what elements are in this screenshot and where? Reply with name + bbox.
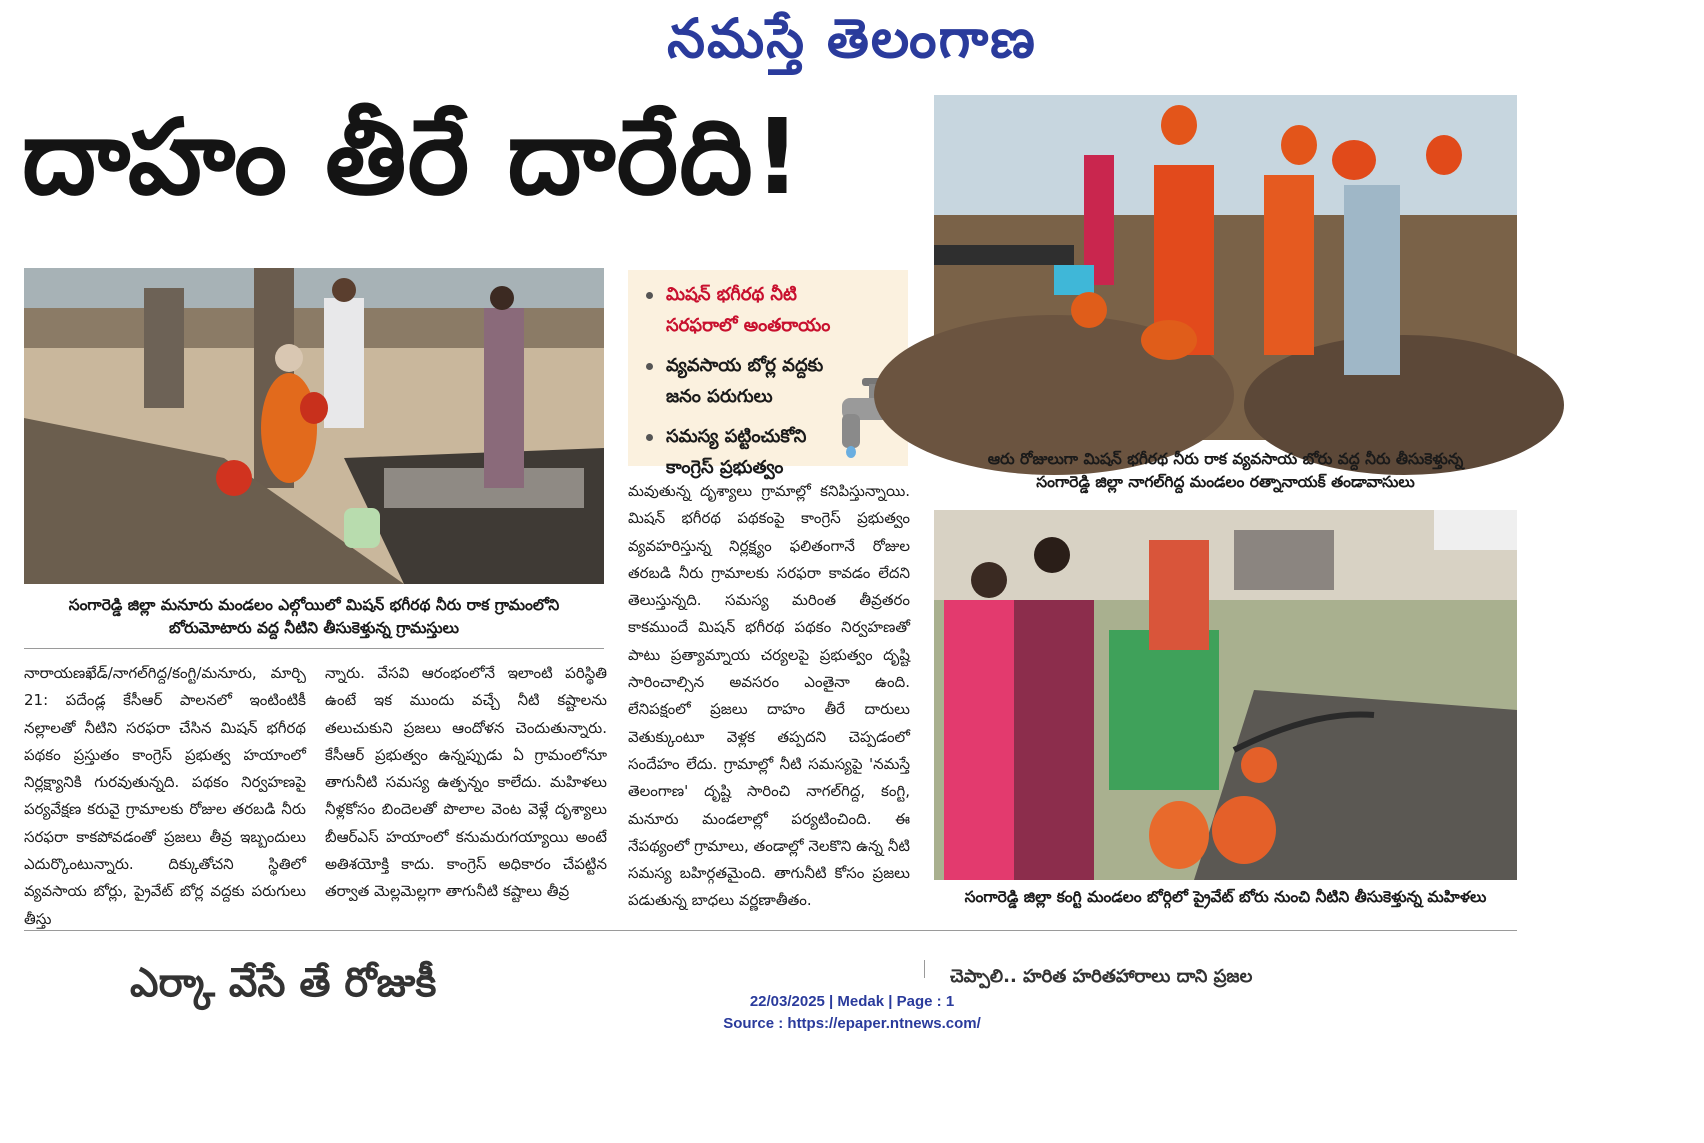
article-column-3 — [628, 478, 910, 915]
highlight-item — [640, 422, 840, 483]
article-column-2 — [325, 660, 607, 906]
footer-source-link[interactable]: Source : https://epaper.ntnews.com/ — [723, 1015, 981, 1032]
footer-date-edition: 22/03/2025 | Medak | Page : 1 — [749, 993, 955, 1010]
photo1-caption-line: బోరుమోటారు వద్ద నీటిని తీసుకెళ్తున్న గ్రామస్తులు — [168, 619, 459, 638]
article-text: నారాయణఖేడ్/నాగల్‌గిద్ద/కంగ్టి/మనూరు, మార్చి 21: పదేండ్ల కేసీఆర్ పాలనలో ఇంటింటికీ నల్లాలతో నీటిని సరఫరా చేసిన మిషన్ భగీరథ పథకం ప్రస్తుతం కాంగ్రెస్ ప్రభుత్వ హయాంలో నిర్లక్ష్యానికి గురవుతున్నది. పథకం నిర్వహణపై పర్యవేక్షణ కరువై గ్రామాలకు రోజుల తరబడి నీరు సరఫరా కాకపోవడంతో ప్రజలు తీవ్ర ఇబ్బందులు ఎదుర్కొంటున్నారు. దిక్కుతోచని స్థితిలో వ్యవసాయ బోర్లు, ప్రైవేట్ బోర్ల వద్దకు పరుగులు తీస్తు — [24, 664, 306, 928]
divider — [24, 648, 604, 649]
masthead-logo: నమస్తే తెలంగాణ — [667, 6, 1037, 70]
photo-women-carrying-pots — [934, 95, 1517, 440]
photo2-caption — [934, 448, 1517, 495]
article-column-1 — [24, 660, 306, 933]
highlight-item — [640, 351, 840, 412]
photo2-caption-line: సంగారెడ్డి జిల్లా నాగల్‌గిద్ద మండలం రత్నానాయక్ తండావాసులు — [1036, 473, 1415, 492]
next-story-snippet-clipped — [950, 966, 1515, 987]
photo-borewell-villagers — [24, 268, 604, 584]
highlight-text: మిషన్ భగీరథ నీటి సరఫరాలో అంతరాయం — [666, 284, 831, 336]
column-divider — [924, 960, 925, 978]
next-story-text: ఎర్కా వేసే తే రోజుకీ — [130, 960, 437, 1006]
highlight-text: వ్యవసాయ బోర్ల వద్దకు జనం పరుగులు — [666, 355, 824, 407]
photo3-caption: సంగారెడ్డి జిల్లా కంగ్టి మండలం బోర్గిలో ప్రైవేట్ బోరు నుంచి నీటిని తీసుకెళ్తున్న మహిళలు — [964, 888, 1487, 906]
photo2-caption-line: ఆరు రోజులుగా మిషన్ భగీరథ నీరు రాక వ్యవసాయ బోరు వద్ద నీరు తీసుకెళ్తున్న — [987, 450, 1464, 468]
article-text: న్నారు. వేసవి ఆరంభంలోనే ఇలాంటి పరిస్థితి ఉంటే ఇక ముందు వచ్చే నీటి కష్టాలను తలుచుకుని ప్రజలు ఆందోళన చెందుతున్నారు. కేసీఆర్ ప్రభుత్వం ఉన్నప్పుడు ఏ గ్రామంలోనూ తాగునీటి సమస్య ఉత్పన్నం కాలేదు. మహిళలు నీళ్లకోసం బిందెలతో పొలాల వెంట వెళ్లే దృశ్యాలు బీఆర్ఎస్ హయాంలో కనుమరుగయ్యాయి అంటే అతిశయోక్తి కాదు. కాంగ్రెస్ అధికారం చేపట్టిన తర్వాత మెల్లమెల్లగా తాగునీటి కష్టాలు తీవ్ర — [325, 664, 607, 901]
photo1-caption — [24, 594, 604, 641]
article-text: మవుతున్న దృశ్యాలు గ్రామాల్లో కనిపిస్తున్నాయి. మిషన్ భగీరథ పథకంపై కాంగ్రెస్ ప్రభుత్వం వ్యవహరిస్తున్న నిర్లక్ష్యం ఫలితంగానే రోజుల తరబడి నీరు గ్రామాలకు సరఫరా కావడం లేదని తెలుస్తున్నది. సమస్య మరింత తీవ్రతరం కాకముందే మిషన్ భగీరథ పథకం నిర్వహణతో పాటు ప్రత్యామ్నాయ చర్యలపై ప్రభుత్వం దృష్టి సారించాల్సిన అవసరం ఎంతైనా ఉంది. లేనిపక్షంలో ప్రజలు దాహం తీరే దారులు వెతుక్కుంటూ వెళ్లక తప్పదని చెప్పడంలో సందేహం లేదు. గ్రామాల్లో నీటి సమస్యపై 'నమస్తే తెలంగాణ' దృష్టి సారించి నాగల్‌గిద్ద, కంగ్టి, మనూరు మండలాల్లో పర్యటించింది. ఈ నేపథ్యంలో గ్రామాలు, తండాల్లో నెలకొని ఉన్న నీటి సమస్య బహిర్గతమైంది. తాగునీటి కోసం ప్రజలు పడుతున్న బాధలు వర్ణణాతీతం. — [628, 482, 910, 910]
photo-women-filling-pots — [934, 510, 1517, 880]
section-divider — [24, 930, 1517, 931]
highlight-item — [640, 280, 840, 341]
highlights-box — [628, 270, 908, 478]
next-story-text: చెప్పాలి.. హరిత హరితహారాలు దాని ప్రజల — [950, 966, 1253, 987]
photo1-caption-line: సంగారెడ్డి జిల్లా మనూరు మండలం ఎల్గోయిలో మిషన్ భగీరథ నీరు రాక గ్రామంలోని — [68, 596, 560, 614]
highlight-text: సమస్య పట్టించుకోని కాంగ్రెస్ ప్రభుత్వం — [666, 426, 807, 478]
highlights-list — [640, 280, 840, 494]
headline: దాహం తీరే దారేది! — [22, 96, 803, 218]
